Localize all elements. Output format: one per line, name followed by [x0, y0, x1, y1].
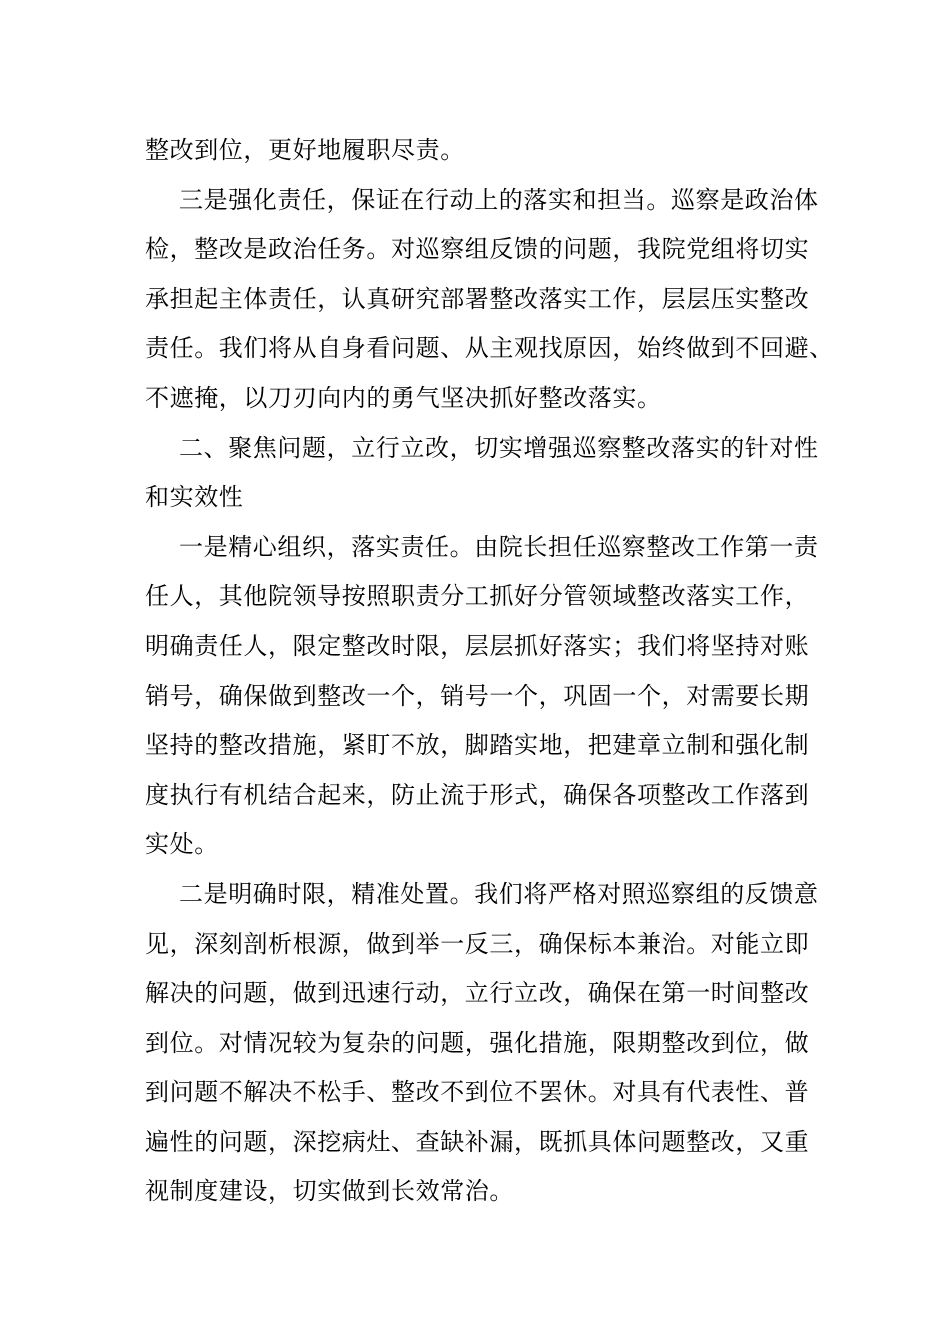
text-line: 度执行有机结合起来，防止流于形式，确保各项整改工作落到 — [145, 780, 810, 809]
text-line: 视制度建设，切实做到长效常治。 — [145, 1177, 514, 1206]
text-line: 到问题不解决不松手、整改不到位不罢休。对具有代表性、普 — [145, 1078, 810, 1107]
paragraph-start-line: 一是精心组织，落实责任。由院长担任巡察整改工作第一责 — [179, 532, 819, 561]
text-line: 任人，其他院领导按照职责分工抓好分管领域整改落实工作， — [145, 582, 810, 611]
section-heading-line: 二、聚焦问题，立行立改，切实增强巡察整改落实的针对性 — [179, 433, 819, 462]
text-line: 承担起主体责任，认真研究部署整改落实工作，层层压实整改 — [145, 284, 810, 313]
paragraph-start-line: 三是强化责任，保证在行动上的落实和担当。巡察是政治体 — [179, 185, 819, 214]
text-line: 到位。对情况较为复杂的问题，强化措施，限期整改到位，做 — [145, 1028, 810, 1057]
text-line: 明确责任人，限定整改时限，层层抓好落实；我们将坚持对账 — [145, 631, 810, 660]
text-line: 坚持的整改措施，紧盯不放，脚踏实地，把建章立制和强化制 — [145, 731, 810, 760]
text-line: 实处。 — [145, 830, 219, 859]
document-body — [145, 126, 834, 1217]
text-line: 不遮掩，以刀刃向内的勇气坚决抓好整改落实。 — [145, 383, 662, 412]
text-line: 责任。我们将从自身看问题、从主观找原因，始终做到不回避、 — [145, 334, 834, 363]
text-line: 遍性的问题，深挖病灶、查缺补漏，既抓具体问题整改，又重 — [145, 1127, 810, 1156]
text-line: 销号，确保做到整改一个，销号一个，巩固一个，对需要长期 — [145, 681, 810, 710]
text-line: 检，整改是政治任务。对巡察组反馈的问题，我院党组将切实 — [145, 235, 810, 264]
text-line: 整改到位，更好地履职尽责。 — [145, 136, 465, 164]
text-line: 见，深刻剖析根源，做到举一反三，确保标本兼治。对能立即 — [145, 929, 810, 958]
text-line: 解决的问题，做到迅速行动，立行立改，确保在第一时间整改 — [145, 979, 810, 1008]
section-heading-line: 和实效性 — [145, 483, 244, 512]
paragraph-start-line: 二是明确时限，精准处置。我们将严格对照巡察组的反馈意 — [179, 879, 819, 908]
